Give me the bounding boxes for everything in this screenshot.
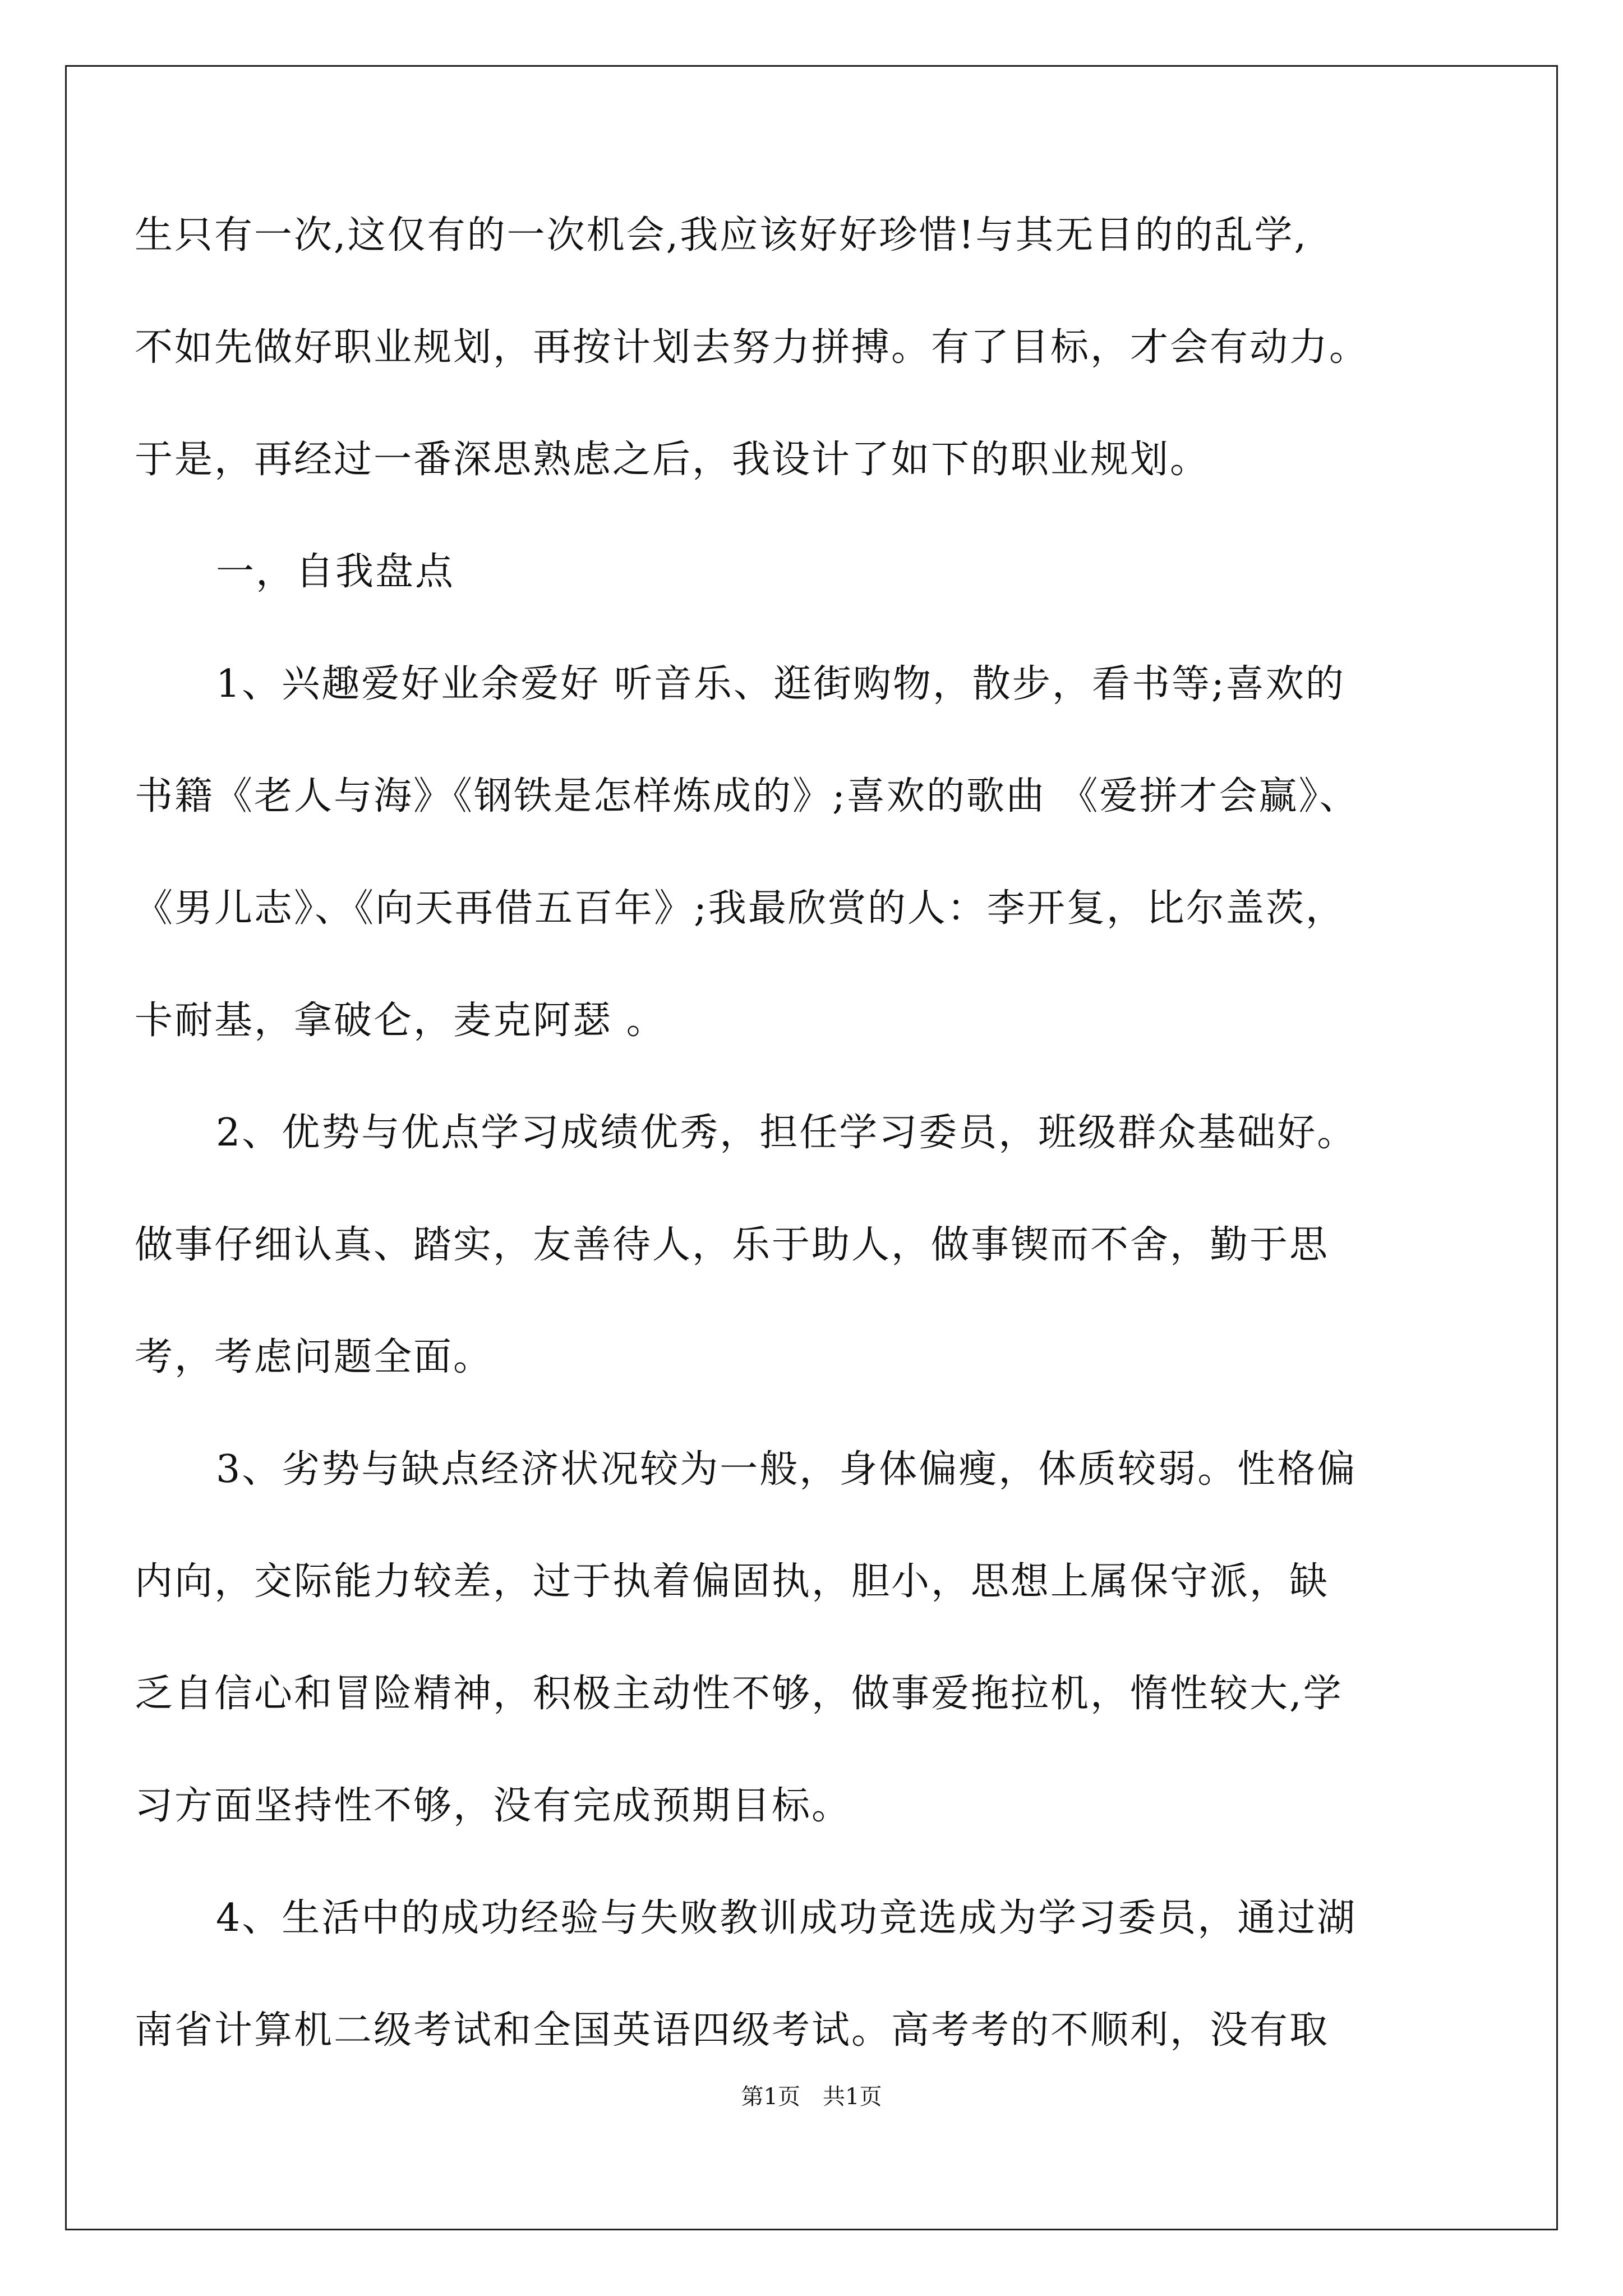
- section-heading: 一，自我盘点: [216, 550, 455, 594]
- text-line: 4、生活中的成功经验与失败教训成功竞选成为学习委员，通过湖: [216, 1896, 1357, 1940]
- text-line: 内向，交际能力较差，过于执着偏固执，胆小，思想上属保守派，缺: [135, 1559, 1330, 1604]
- text-line: 乏自信心和冒险精神，积极主动性不够，做事爱拖拉机，惰性较大,学: [135, 1672, 1343, 1716]
- text-line: 不如先做好职业规划，再按计划去努力拼搏。有了目标，才会有动力。: [135, 325, 1370, 370]
- text-line: 考，考虑问题全面。: [135, 1335, 494, 1379]
- text-line: 卡耐基，拿破仑，麦克阿瑟 。: [135, 999, 666, 1043]
- text-line: 做事仔细认真、踏实，友善待人，乐于助人，做事锲而不舍，勤于思: [135, 1223, 1330, 1267]
- text-line: 南省计算机二级考试和全国英语四级考试。高考考的不顺利，没有取: [135, 2008, 1330, 2053]
- text-line: 生只有一次,这仅有的一次机会,我应该好好珍惜!与其无目的的乱学,: [135, 213, 1308, 257]
- text-line: 《男儿志》、《向天再借五百年》;我最欣赏的人：李开复，比尔盖茨，: [135, 886, 1345, 931]
- text-line: 于是，再经过一番深思熟虑之后，我设计了如下的职业规划。: [135, 438, 1210, 482]
- text-line: 3、劣势与缺点经济状况较为一般，身体偏瘦，体质较弱。性格偏: [216, 1447, 1357, 1492]
- text-line: 1、兴趣爱好业余爱好 听音乐、逛街购物，散步，看书等;喜欢的: [216, 662, 1345, 706]
- text-line: 习方面坚持性不够，没有完成预期目标。: [135, 1784, 852, 1828]
- text-line: 2、优势与优点学习成绩优秀，担任学习委员，班级群众基础好。: [216, 1111, 1357, 1155]
- page-number: 第1页 共1页: [741, 2084, 882, 2110]
- text-line: 书籍《老人与海》《钢铁是怎样炼成的》;喜欢的歌曲 《爱拼才会赢》、: [135, 774, 1359, 818]
